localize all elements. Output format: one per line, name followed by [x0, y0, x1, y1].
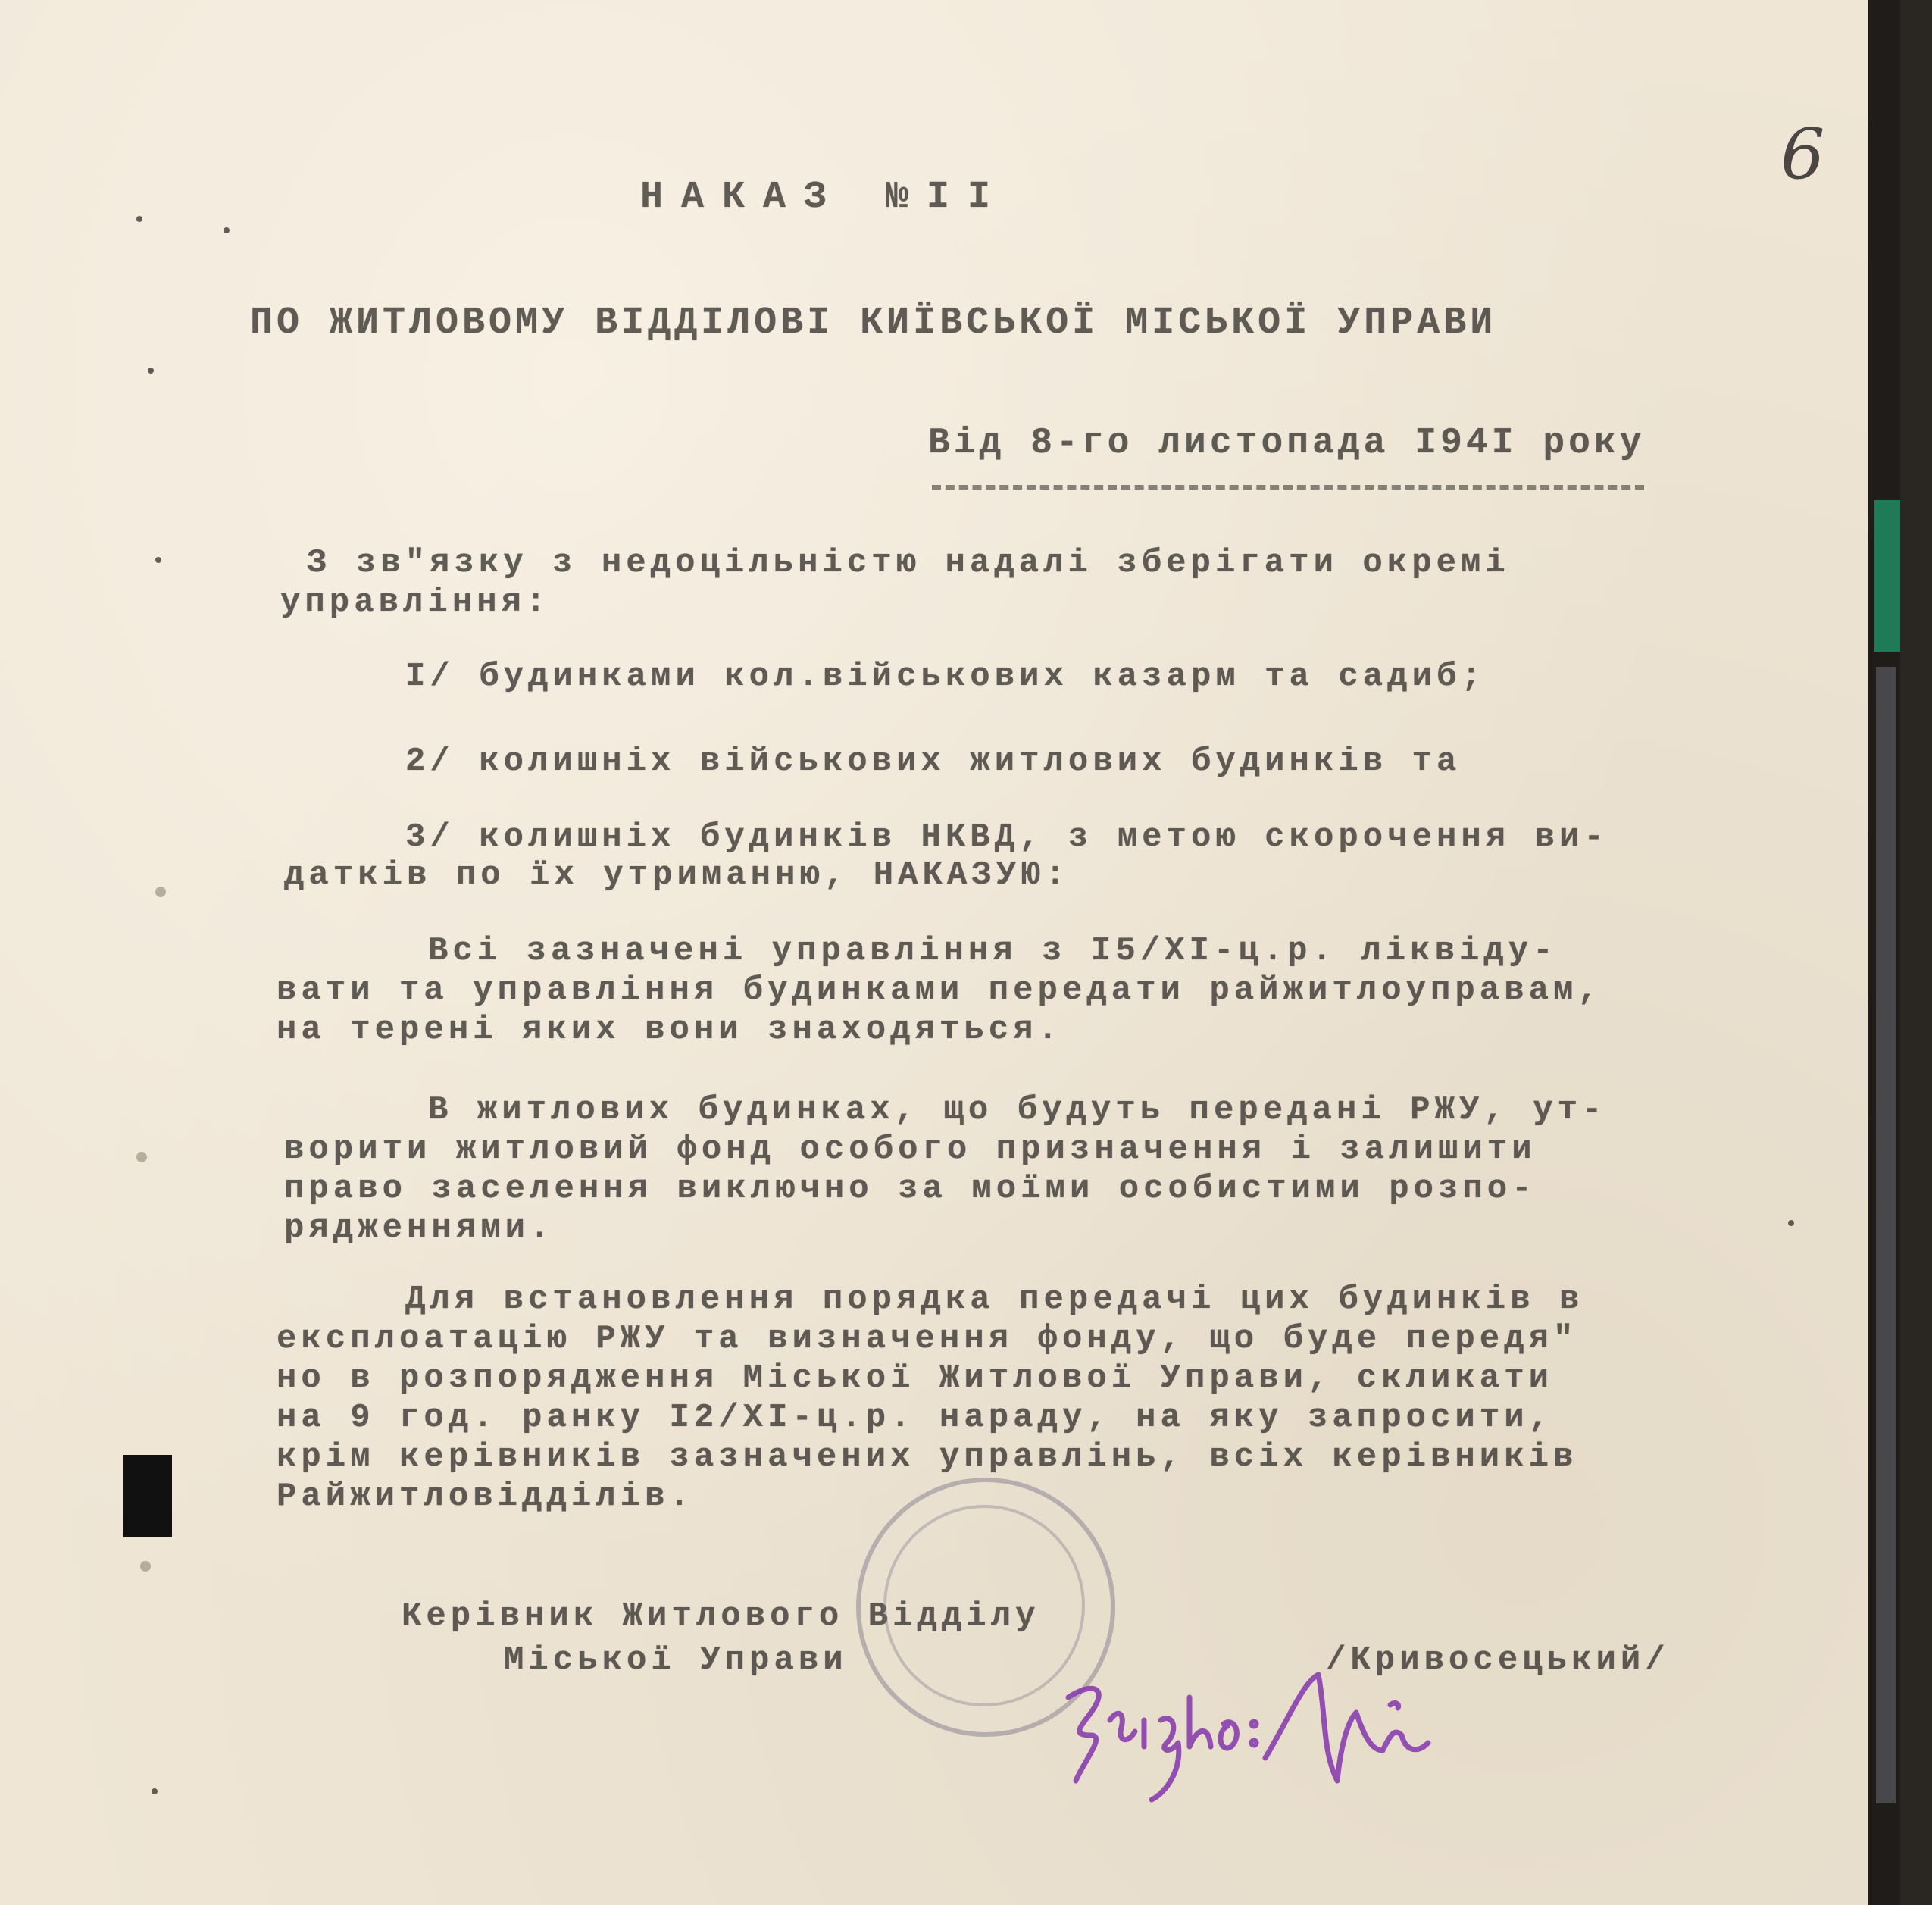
intro-line-2: управління: [280, 583, 551, 621]
paragraph-2-line-2: ворити житловий фонд особого призначення і залишити [284, 1131, 1537, 1168]
ink-speck [136, 216, 142, 222]
paragraph-3-line-4: на 9 год. ранку I2/XI-ц.р. нараду, на яку запросити, [277, 1399, 1554, 1437]
document-title: НАКАЗ №II [640, 176, 1009, 219]
punch-hole [136, 1152, 147, 1162]
ink-speck [152, 1788, 158, 1794]
scan-edge-green-marker [1874, 500, 1900, 652]
ink-speck [1788, 1220, 1794, 1226]
paragraph-2-line-3: право заселення виключно за моїми особистими розпо- [284, 1170, 1537, 1208]
list-item-3-line-2: датків по їх утриманню, НАКАЗУЮ: [284, 856, 1070, 894]
paragraph-1-line-3: на терені яких вони знаходяться. [277, 1011, 1062, 1049]
paragraph-3-line-1: Для встановлення порядка передачі цих будинків в [405, 1281, 1584, 1318]
list-item-3-line-1: 3/ колишніх будинків НКВД, з метою скорочення ви- [405, 818, 1608, 856]
punch-hole [155, 887, 166, 897]
paragraph-3-line-5: крім керівників зазначених управлінь, всіх керівників [277, 1438, 1578, 1476]
scan-edge-backing [1876, 667, 1896, 1803]
punch-hole [140, 1561, 151, 1572]
page-number: 6 [1780, 114, 1825, 195]
document-subtitle: ПО ЖИТЛОВОМУ ВІДДІЛОВІ КИЇВСЬКОЇ МІСЬКОЇ УПРАВИ [250, 302, 1497, 345]
ink-speck [155, 557, 161, 563]
signer-role-line-1: Керівник Житлового Відділу [402, 1597, 1040, 1635]
signer-name: /Кривосецький/ [1326, 1641, 1670, 1679]
paragraph-2-line-4: рядженнями. [284, 1209, 555, 1247]
paragraph-1-line-1: Всі зазначені управління з I5/XI-ц.р. ліквіду- [428, 932, 1558, 970]
list-item-1: I/ будинками кол.військових казарм та садиб; [405, 658, 1486, 696]
paragraph-3-line-6: Райжитловідділів. [277, 1478, 694, 1516]
handwritten-signature [1038, 1629, 1493, 1857]
signer-role-line-2: Міської Управи [504, 1641, 848, 1679]
paragraph-3-line-2: експлоатацію РЖУ та визначення фонду, що буде передя" [277, 1320, 1578, 1358]
ink-speck [148, 368, 154, 374]
list-item-2: 2/ колишніх військових житлових будинків та [405, 743, 1462, 780]
binder-tab [123, 1455, 172, 1537]
paragraph-1-line-2: вати та управління будинками передати райжитлоуправам, [277, 971, 1602, 1009]
ink-speck [224, 227, 230, 233]
document-date: Від 8-го листопада I94I року [928, 423, 1646, 464]
paragraph-2-line-1: В житлових будинках, що будуть передані РЖУ, ут- [428, 1091, 1607, 1129]
date-underline [932, 485, 1644, 490]
paragraph-3-line-3: но в розпорядження Міської Житлової Управи, скликати [277, 1359, 1554, 1397]
intro-line-1: З зв"язку з недоцільністю надалі зберігати окремі [307, 544, 1510, 582]
